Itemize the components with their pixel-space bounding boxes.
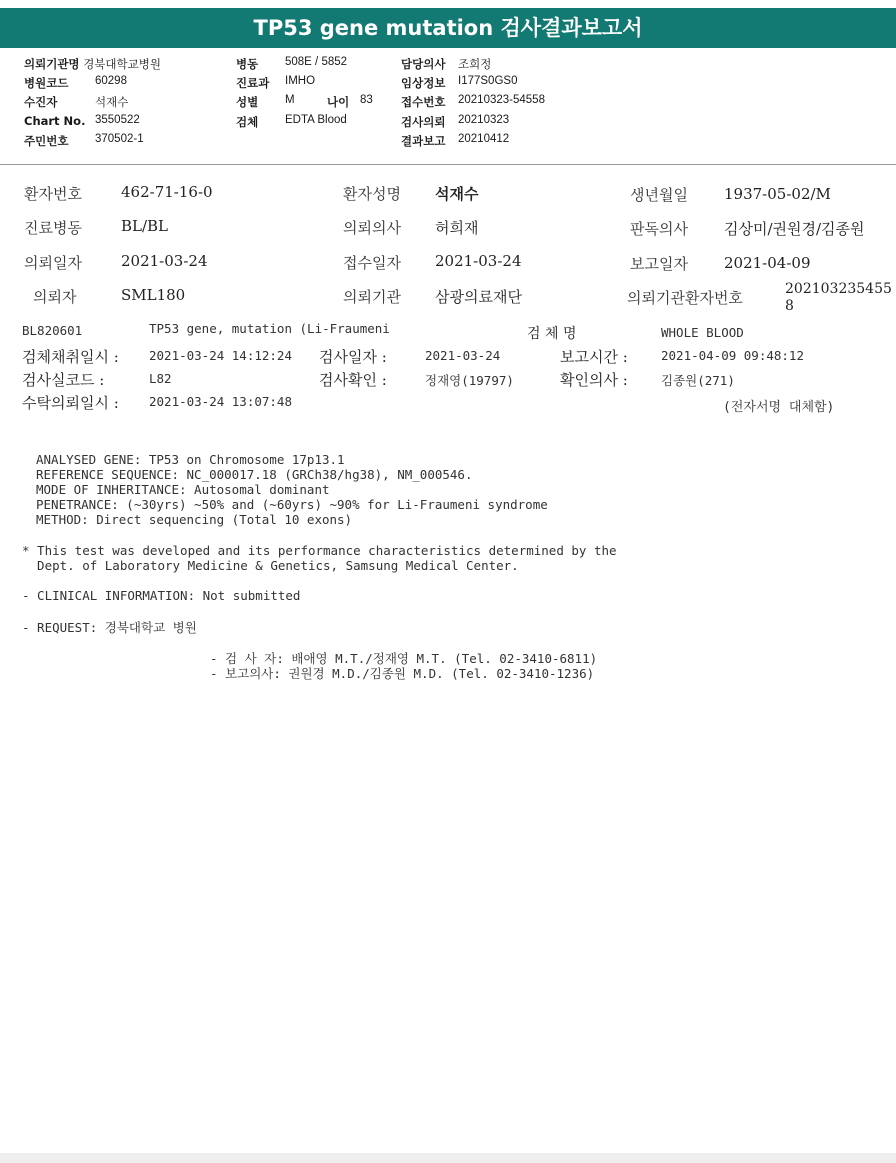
e-signature-note: (전자서명 대체함) (723, 400, 835, 415)
test-date-value: 2021-03-24 (425, 348, 501, 363)
reading-doctor-label: 판독의사 (630, 220, 688, 238)
confirm-doctor-label: 확인의사 : (560, 371, 628, 389)
referring-org-patient-no-label: 의뢰기관환자번호 (627, 289, 743, 307)
patient-name-value: 석재수 (435, 185, 479, 203)
mode-of-inheritance: MODE OF INHERITANCE: Autosomal dominant (36, 482, 330, 497)
test-date-label: 검사일자 : (319, 348, 387, 366)
examinee-field: 수진자 석재수 (24, 95, 129, 109)
collect-time-label: 검체채취일시 : (22, 348, 119, 366)
patient-no-label: 환자번호 (24, 185, 82, 203)
reading-doctor-value: 김상미/권원경/김종원 (724, 220, 865, 238)
report-time-value: 2021-04-09 09:48:12 (661, 348, 804, 363)
report-time-label: 보고시간 : (560, 348, 628, 366)
hospital-name-field: 의뢰기관명 경북대학교병원 (24, 57, 161, 71)
patient-name-label: 환자성명 (343, 185, 401, 203)
method: METHOD: Direct sequencing (Total 10 exons) (36, 512, 353, 527)
report-title: TP53 gene mutation 검사결과보고서 (0, 8, 896, 48)
referring-doctor-label: 의뢰의사 (343, 219, 401, 237)
request-date-value: 2021-03-24 (121, 252, 208, 270)
specimen-name-label: 검 체 명 (527, 326, 577, 342)
specimen-code: BL820601 (22, 323, 83, 338)
reporter-line: - 보고의사: 권원경 M.D./김종원 M.D. (Tel. 02-3410-1236) (210, 666, 595, 681)
referring-org-label: 의뢰기관 (343, 288, 401, 306)
header-divider (0, 164, 896, 165)
report-date-value: 2021-04-09 (724, 254, 811, 272)
age-field: 나이 83 (327, 94, 373, 109)
consign-time-label: 수탁의뢰일시 : (22, 394, 119, 412)
receipt-date-value: 2021-03-24 (435, 252, 522, 270)
resident-no-field: 주민번호 370502-1 (24, 133, 144, 148)
test-confirm-value: 정재영(19797) (425, 373, 514, 388)
penetrance: PENETRANCE: (~30yrs) ~50% and (~60yrs) ~90% for Li-Fraumeni syndrome (36, 497, 548, 512)
referring-org-patient-no-value: 202103235455 (785, 281, 892, 297)
request-date-label: 의뢰일자 (24, 254, 82, 272)
referring-org-patient-no-cont: 8 (785, 298, 794, 314)
receipt-no-field: 접수번호 20210323-54558 (401, 94, 545, 109)
birth-date-value: 1937-05-02/M (724, 185, 831, 203)
ward-field: 병동 508E / 5852 (236, 56, 348, 71)
specimen-type-field: 검체 EDTA Blood (236, 114, 347, 129)
patient-no-value: 462-71-16-0 (121, 183, 213, 201)
consign-time-value: 2021-03-24 13:07:48 (149, 394, 292, 409)
requester-value: SML180 (121, 286, 186, 304)
sex-field: 성별 M (236, 94, 295, 109)
tester-line: - 검 사 자: 배애영 M.T./정재영 M.T. (Tel. 02-3410-6811) (210, 651, 598, 666)
confirm-doctor-value: 김종원(271) (661, 373, 735, 388)
lab-code-value: L82 (149, 371, 172, 386)
test-request-field: 검사의뢰 20210323 (401, 114, 510, 129)
collect-time-value: 2021-03-24 14:12:24 (149, 348, 292, 363)
lab-code-label: 검사실코드 : (22, 371, 105, 389)
clinical-info-field: 임상정보 I177S0GS0 (401, 75, 518, 90)
note-line-1: * This test was developed and its performance characteristics determined by the (22, 543, 617, 558)
report-date-label: 보고일자 (630, 255, 688, 273)
chart-no-field: Chart No. 3550522 (24, 114, 140, 128)
barcode-number (0, 1005, 22, 1155)
attending-doctor-field: 담당의사 조희정 (401, 57, 492, 71)
referring-org-value: 삼광의료재단 (435, 288, 522, 306)
result-report-field: 결과보고 20210412 (401, 133, 510, 148)
receipt-date-label: 접수일자 (343, 254, 401, 272)
ward-label: 진료병동 (24, 219, 82, 237)
department-field: 진료과 IMHO (236, 75, 316, 90)
reference-sequence: REFERENCE SEQUENCE: NC_000017.18 (GRCh38/hg38), NM_000546. (36, 467, 473, 482)
header-info (0, 56, 896, 166)
hospital-code-field: 병원코드 60298 (24, 75, 127, 90)
bottom-edge (0, 1153, 896, 1163)
birth-date-label: 생년월일 (630, 186, 688, 204)
ward-value: BL/BL (121, 217, 169, 235)
specimen-name-value: WHOLE BLOOD (661, 325, 744, 340)
test-confirm-label: 검사확인 : (319, 371, 387, 389)
analysed-gene: ANALYSED GENE: TP53 on Chromosome 17p13.1 (36, 452, 345, 467)
test-name: TP53 gene, mutation (Li-Fraumeni (149, 321, 390, 336)
clinical-information: - CLINICAL INFORMATION: Not submitted (22, 588, 301, 603)
note-line-2: Dept. of Laboratory Medicine & Genetics, Samsung Medical Center. (22, 558, 519, 573)
referring-doctor-value: 허희재 (435, 219, 479, 237)
requester-label: 의뢰자 (33, 288, 77, 306)
request: - REQUEST: 경북대학교 병원 (22, 620, 197, 635)
